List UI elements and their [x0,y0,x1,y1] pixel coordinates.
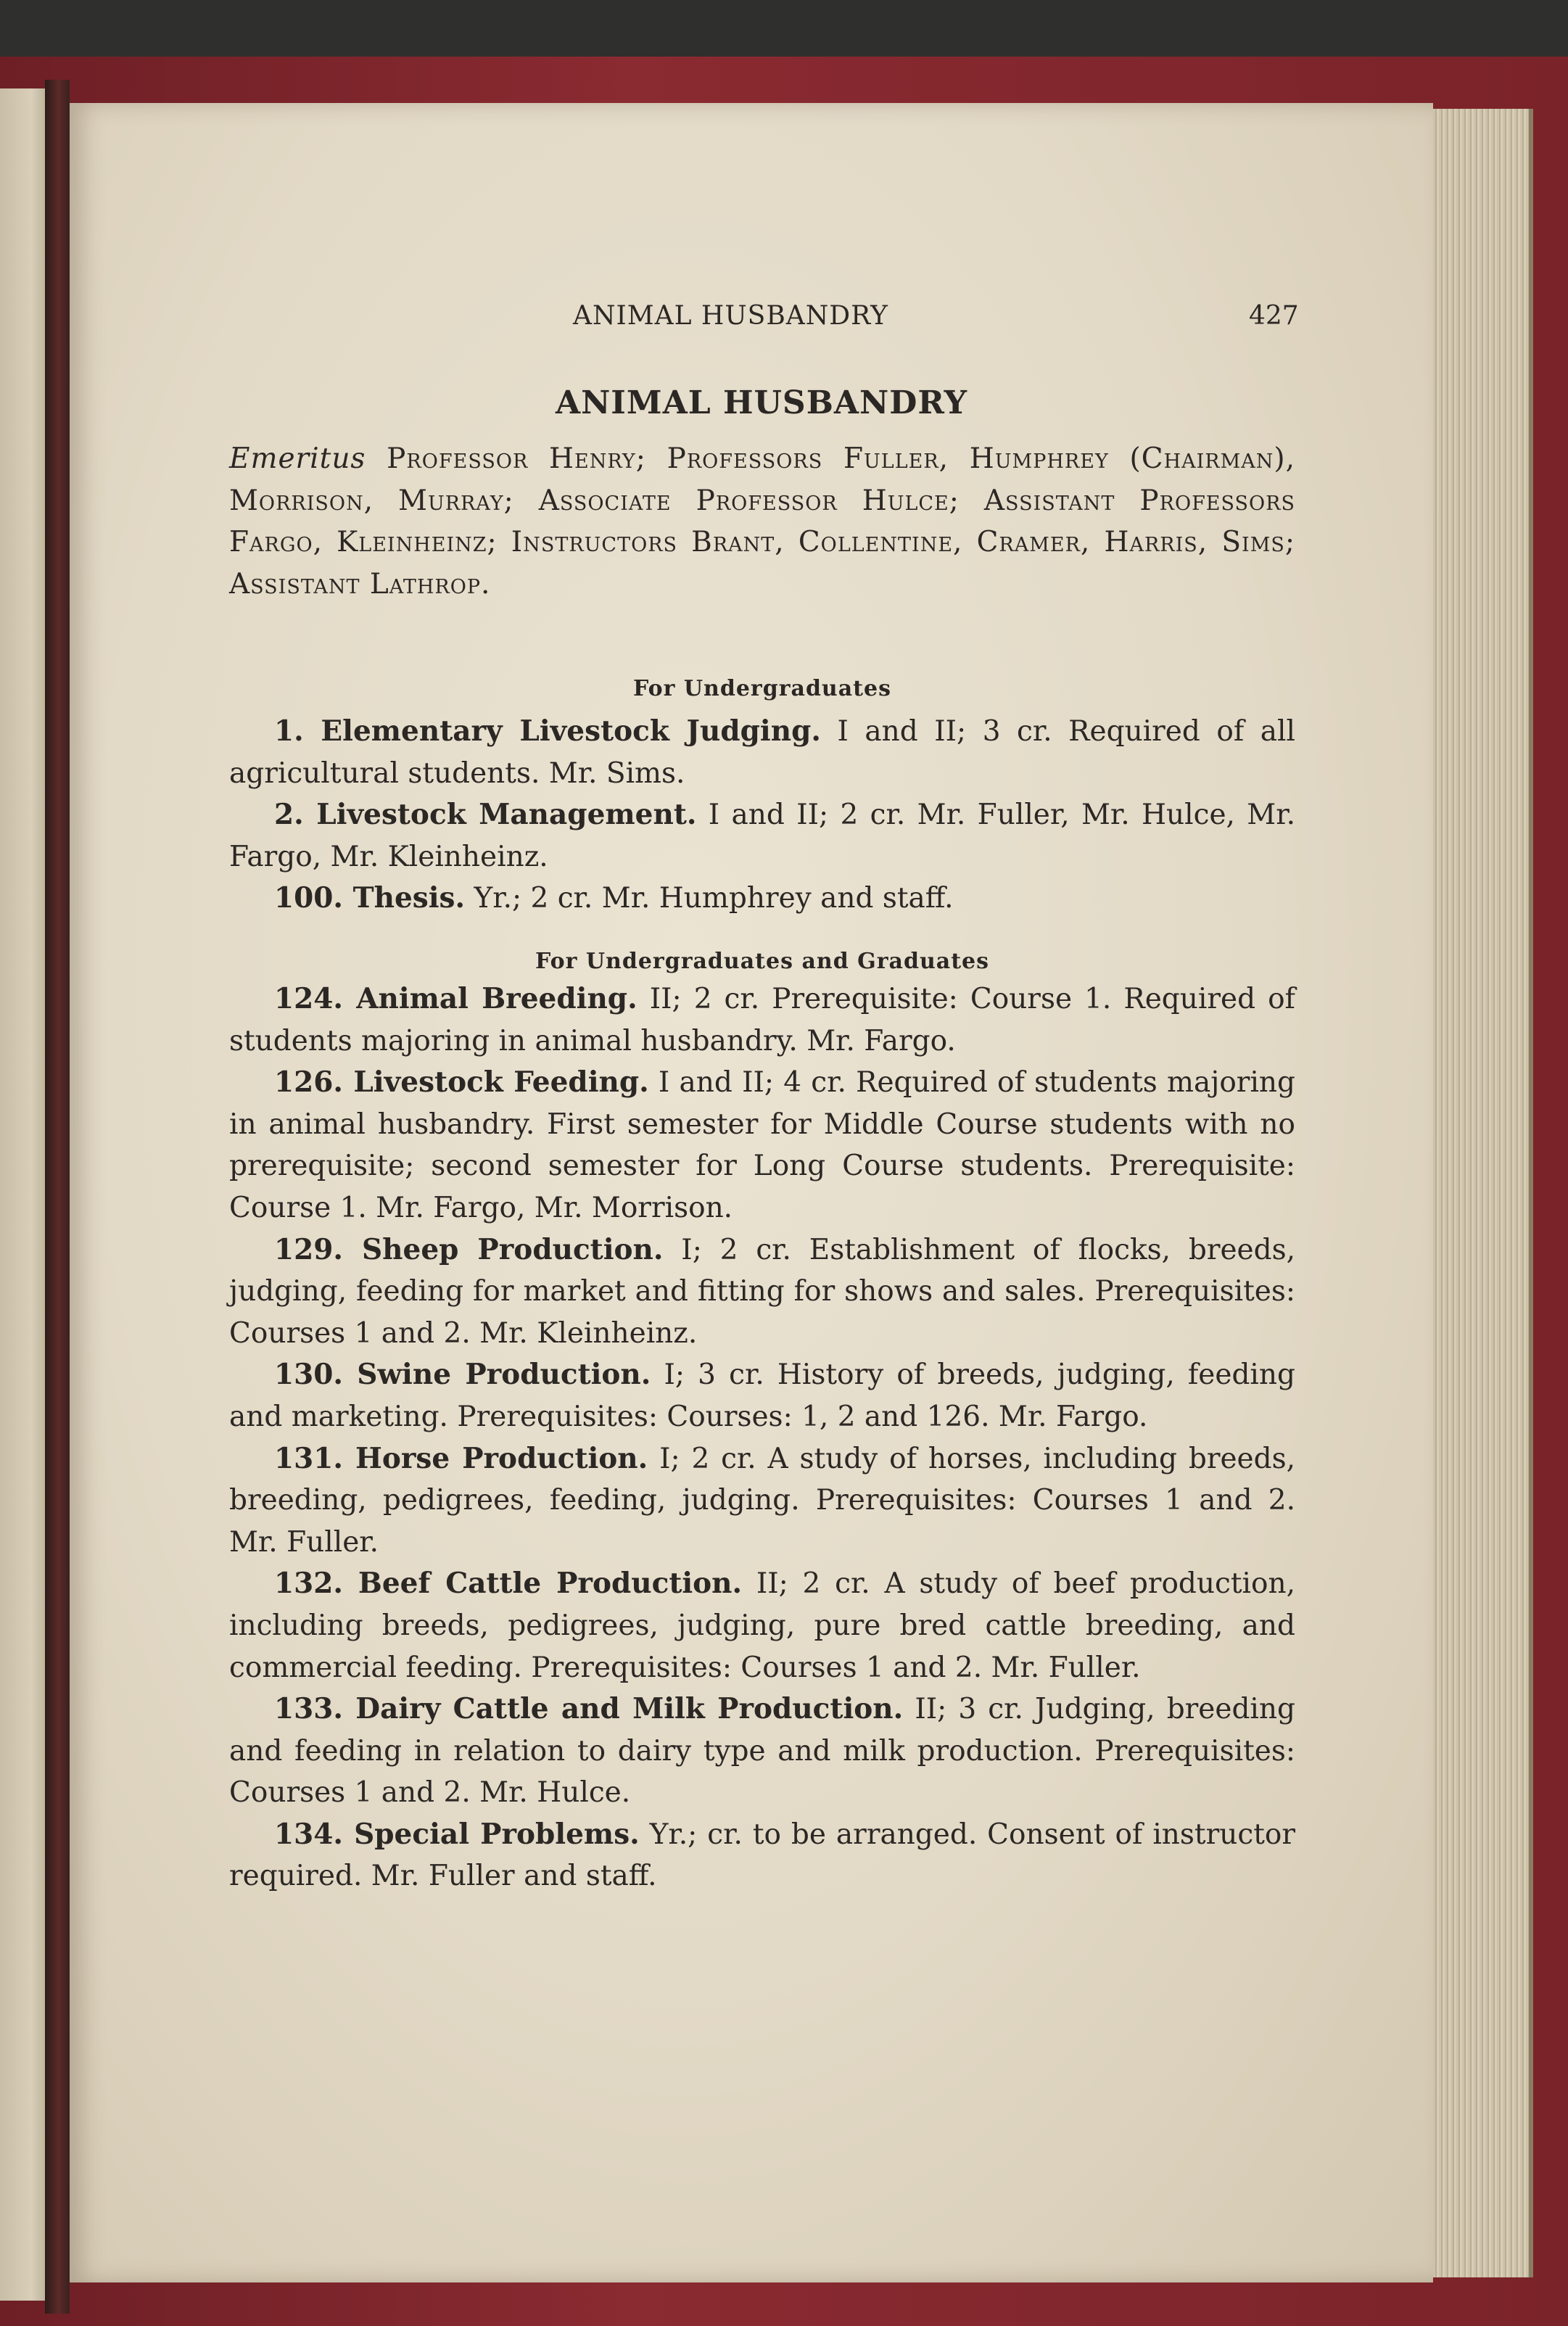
course-entry [229,1354,1295,1438]
course-description: II; 2 cr. Prerequisite: Course 1. Required of students majoring in animal husbandry. Mr. Fargo. [229,983,1295,1057]
course-name: 133. Dairy Cattle and Milk Production. [274,1692,904,1726]
course-entry [229,978,1295,1062]
emeritus-label: Emeritus [229,442,366,475]
course-name: 2. Livestock Management. [274,798,697,832]
section-title: ANIMAL HUSBANDRY [555,384,968,421]
course-entry [229,711,1295,794]
course-description: I; 2 cr. A study of horses, including breeds, breeding, pedigrees, feeding, judging. Prerequisites: Courses 1 and 2. Mr. Fuller. [229,1442,1295,1559]
course-entry [229,878,1295,920]
page-number: 427 [1249,301,1299,331]
course-name: 1. Elementary Livestock Judging. [274,714,821,748]
course-description: I; 2 cr. Establishment of flocks, breeds, judging, feeding for market and fitting for shows and sales. Prerequisites: Courses 1 and 2. Mr. Kleinheinz. [229,1233,1295,1350]
course-entry [229,1438,1295,1564]
course-entry [229,1229,1295,1355]
course-name: 134. Special Problems. [274,1817,640,1851]
page-edges [1433,109,1533,2277]
course-description: Yr.; cr. to be arranged. Consent of instructor required. Mr. Fuller and staff. [229,1818,1295,1893]
running-head: ANIMAL HUSBANDRY [573,301,888,331]
course-description: II; 2 cr. A study of beef production, including breeds, pedigrees, judging, pure bred cattle breeding, and commercial feeding. Prerequisites: Courses 1 and 2. Mr. Fuller. [229,1567,1295,1684]
grad-course-list [229,978,1295,1897]
course-description: I; 3 cr. History of breeds, judging, feeding and marketing. Prerequisites: Courses: 1, 2 and 126. Mr. Fargo. [229,1358,1295,1433]
course-name: 124. Animal Breeding. [274,982,637,1015]
faculty-list [229,438,1295,605]
course-description: I and II; 2 cr. Mr. Fuller, Mr. Hulce, Mr. Fargo, Mr. Kleinheinz. [229,799,1295,873]
course-description: Yr.; 2 cr. Mr. Humphrey and staff. [465,882,954,915]
course-description: I and II; 4 cr. Required of students majoring in animal husbandry. First semester for Middle Course students with no prerequisite; second semester for Long Course students. Prerequisite: Course 1. Mr. Fargo, Mr. Morrison. [229,1066,1296,1224]
course-description: I and II; 3 cr. Required of all agricultural students. Mr. Sims. [229,715,1295,790]
course-entry [229,1062,1295,1229]
course-entry [229,794,1295,878]
course-name: 131. Horse Production. [274,1441,648,1475]
grad-heading: For Undergraduates and Graduates [535,949,990,974]
course-entry [229,1563,1295,1688]
course-name: 130. Swine Production. [274,1358,651,1392]
course-name: 129. Sheep Production. [274,1232,664,1266]
course-name: 132. Beef Cattle Production. [274,1567,743,1601]
course-name: 100. Thesis. [274,881,466,915]
undergrad-heading: For Undergraduates [632,676,892,701]
course-entry [229,1814,1295,1897]
faculty-names: Professor Henry; Professors Fuller, Humphrey (Chairman), Morrison, Murray; Associate Professor Hulce; Assistant Professors Fargo, Kleinheinz; Instructors Brant, Collentine, Cramer, Harris, Sims; Assistant Lathrop. [229,442,1295,601]
course-name: 126. Livestock Feeding. [274,1065,649,1100]
undergrad-course-list [229,711,1295,920]
course-description: II; 3 cr. Judging, breeding and feeding in relation to dairy type and milk production. Prerequisites: Courses 1 and 2. Mr. Hulce. [229,1693,1295,1810]
course-entry [229,1688,1295,1814]
